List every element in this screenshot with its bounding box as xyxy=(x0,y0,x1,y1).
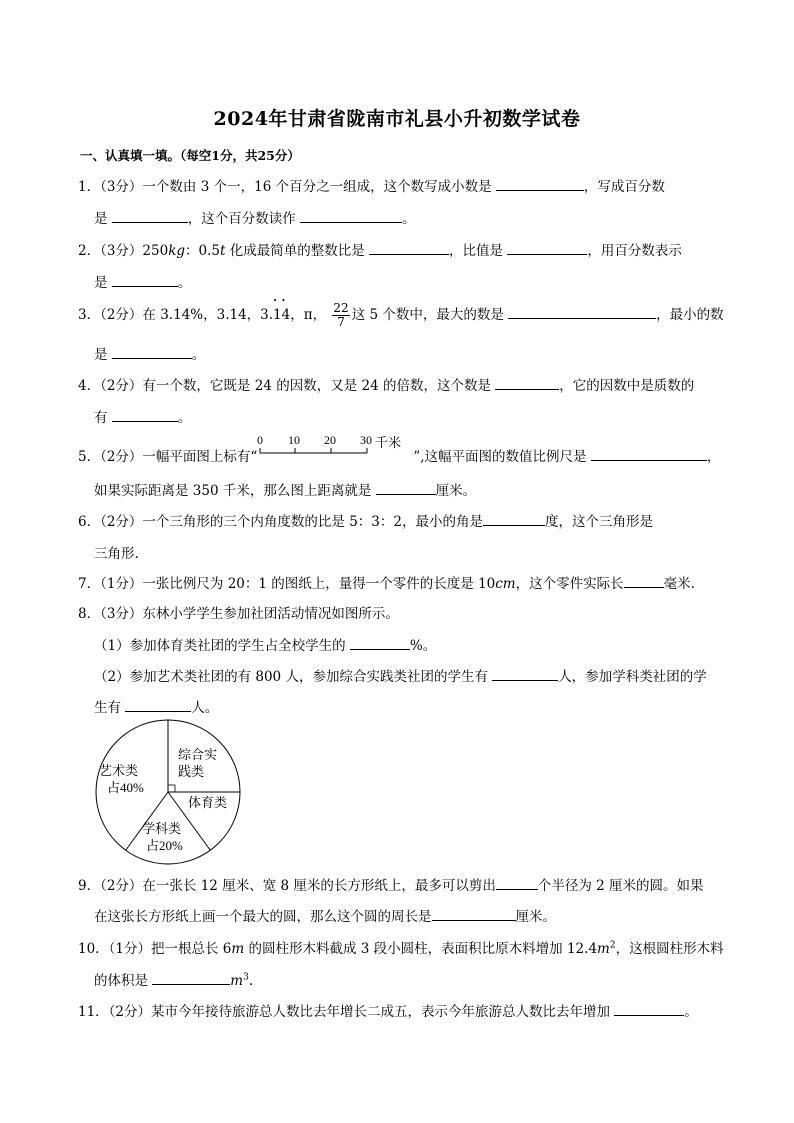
answer-blank[interactable] xyxy=(112,409,178,422)
scale-unit: 千米 xyxy=(375,435,402,450)
scale-bar xyxy=(257,433,413,461)
question-6: 6．（2分）一个三角形的三个内角度数的比是 5：3：2，最小的角是 度，这个三角形是 xyxy=(78,514,653,530)
answer-blank[interactable] xyxy=(112,274,178,287)
answer-blank[interactable] xyxy=(152,972,230,985)
question-6-cont: 三角形. xyxy=(94,546,139,562)
question-8-part-2: （2）参加艺术类社团的有 800 人，参加综合实践类社团的学生有 人，参加学科类社团的学 xyxy=(94,669,707,685)
question-3-cont: 是 。 xyxy=(94,347,206,363)
pie-slice-sublabel: 占40% xyxy=(107,780,144,795)
question-10-cont: 的体积是 $m^3$. xyxy=(94,972,254,989)
question-9: 9．（2分）在一张长 12 厘米、宽 8 厘米的长方形纸上，最多可以剪出 个半径为 2 厘米的圆。如果 xyxy=(78,878,704,894)
question-1: 1．（3分）一个数由 3 个一，16 个百分之一组成，这个数写成小数是 ，写成百分数 xyxy=(78,179,665,195)
answer-blank[interactable] xyxy=(125,699,191,712)
question-9-cont: 在这张长方形纸上画一个最大的圆，那么这个圆的周长是 厘米。 xyxy=(94,909,556,925)
pie-slice-label: 学科类 xyxy=(142,821,182,836)
answer-blank[interactable] xyxy=(495,377,559,390)
pie-slice-label: 体育类 xyxy=(188,795,228,810)
question-7: 7．（1分）一张比例尺为 20：1 的图纸上，量得一个零件的长度是 10cm，这个零件实际长 毫米. xyxy=(78,576,695,592)
question-8-part-2-cont: 生有 人。 xyxy=(94,700,219,716)
scale-bar-graphic xyxy=(257,433,413,461)
answer-blank[interactable] xyxy=(496,178,584,191)
answer-blank[interactable] xyxy=(614,1003,684,1016)
pie-slice-sublabel: 占20% xyxy=(146,838,183,853)
pie-slice-label: 艺术类 xyxy=(99,763,139,778)
scale-label: 0 xyxy=(257,433,264,447)
answer-blank[interactable] xyxy=(112,210,188,223)
question-4-cont: 有 。 xyxy=(94,410,192,426)
scale-label: 30 xyxy=(360,433,373,447)
answer-blank[interactable] xyxy=(112,346,192,359)
question-5-cont: 如果实际距离是 350 千米，那么图上距离就是 厘米。 xyxy=(94,483,477,499)
pie-slice-label: 综合实 xyxy=(178,747,218,762)
section-heading: 一、认真填一填。（每空1分，共25分） xyxy=(80,148,300,163)
answer-blank[interactable] xyxy=(376,482,436,495)
answer-blank[interactable] xyxy=(492,668,558,681)
question-10: 10．（1分）把一根总长 6m 的圆柱形木料截成 3 段小圆柱，表面积比原木料增加 $12.4m^2$，这根圆柱形木料 xyxy=(78,940,724,957)
question-2-cont: 是 。 xyxy=(94,275,192,291)
answer-blank[interactable] xyxy=(300,210,402,223)
answer-blank[interactable] xyxy=(496,877,538,890)
answer-blank[interactable] xyxy=(591,448,707,461)
answer-blank[interactable] xyxy=(369,242,449,255)
pie-slice-sublabel: 践类 xyxy=(178,764,205,779)
answer-blank[interactable] xyxy=(507,242,587,255)
question-8: 8．（3分）东林小学学生参加社团活动情况如图所示。 xyxy=(78,606,399,622)
repeating-decimal: • • 14 xyxy=(273,307,290,323)
answer-blank[interactable] xyxy=(624,575,664,588)
question-4: 4．（2分）有一个数，它既是 24 的因数，又是 24 的倍数，这个数是 ，它的因数中是质数的 xyxy=(78,378,695,394)
answer-blank[interactable] xyxy=(432,908,516,921)
question-11: 11．（2分）某市今年接待旅游总人数比去年增长二成五，表示今年旅游总人数比去年增加 。 xyxy=(78,1004,698,1020)
pie-chart xyxy=(93,717,243,867)
question-8-part-1: （1）参加体育类社团的学生占全校学生的 %。 xyxy=(94,638,437,654)
question-1-cont: 是 ，这个百分数读作 。 xyxy=(94,211,416,227)
question-5: 5．（2分）一幅平面图上标有“ 0 10 20 30 千米 ”,这幅平面图的数值比例尺是 ， xyxy=(78,433,721,465)
fraction: $\frac{22}{7}$ xyxy=(333,301,349,329)
question-2: 2．（3分）250kg：0.5t 化成最简单的整数比是 ，比值是 ，用百分数表示 xyxy=(78,243,682,259)
scale-label: 10 xyxy=(288,433,301,447)
question-3: 3．（2分）在 3.14%，3.14，3.• • 14，π， $\frac{22}{7}$ 这 5 个数中，最大的数是 ，最小的数 xyxy=(78,302,724,329)
scale-label: 20 xyxy=(324,433,337,447)
answer-blank[interactable] xyxy=(508,306,656,319)
page-title: 2024年甘肃省陇南市礼县小升初数学试卷 xyxy=(213,108,581,130)
answer-blank[interactable] xyxy=(350,637,410,650)
answer-blank[interactable] xyxy=(483,513,545,526)
